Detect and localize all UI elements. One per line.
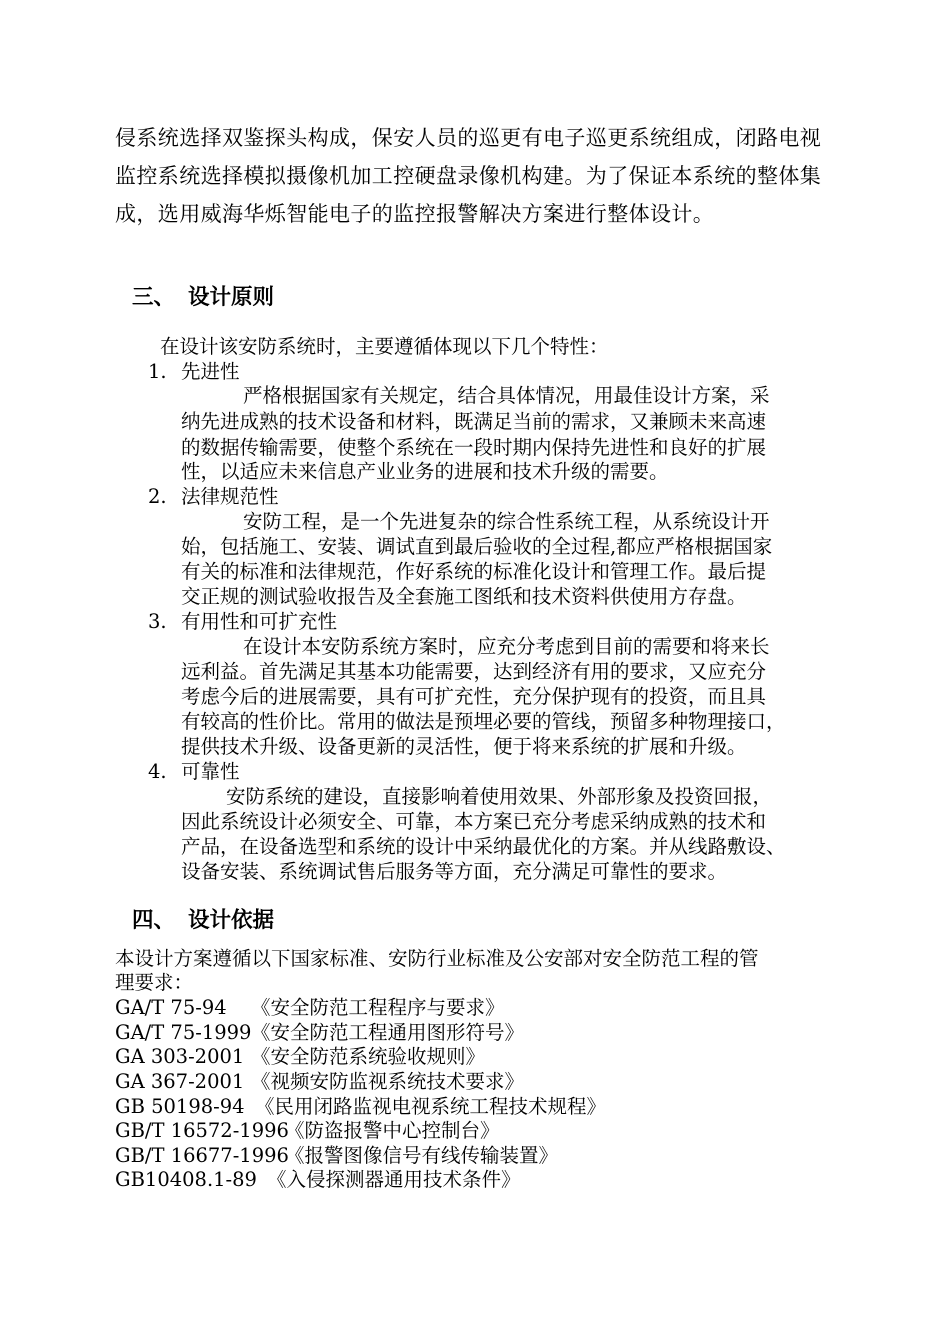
section-lead: 理要求： xyxy=(115,971,194,994)
section-number: 三、 xyxy=(132,285,176,310)
intro-line: 侵系统选择双鉴探头构成，保安人员的巡更有电子巡更系统组成，闭路电视 xyxy=(115,126,822,150)
list-item-heading xyxy=(148,360,240,384)
standard-code: GB10408.1-89 xyxy=(115,1168,257,1191)
list-number: 4. xyxy=(148,760,167,783)
paragraph-line: 产品，在设备选型和系统的设计中采纳最优化的方案。并从线路敷设、 xyxy=(181,835,786,858)
paragraph-line: 性，以适应未来信息产业业务的进展和技术升级的需要。 xyxy=(181,460,669,483)
paragraph-line: 安防工程，是一个先进复杂的综合性系统工程，从系统设计开 xyxy=(243,510,770,533)
standard-name: 《入侵探测器通用技术条件》 xyxy=(267,1168,521,1191)
standard-code: GB/T 16677-1996 xyxy=(115,1144,289,1167)
section-title: 设计原则 xyxy=(188,285,275,310)
list-item-heading xyxy=(148,760,240,784)
paragraph-line: 提供技术升级、设备更新的灵活性，便于将来系统的扩展和升级。 xyxy=(181,735,747,758)
paragraph-line: 远利益。首先满足其基本功能需要，达到经济有用的要求，又应充分 xyxy=(181,660,767,683)
standard-item xyxy=(115,1119,500,1143)
paragraph-line: 设备安装、系统调试售后服务等方面，充分满足可靠性的要求。 xyxy=(181,860,728,883)
paragraph-line: 严格根据国家有关规定，结合具体情况，用最佳设计方案，采 xyxy=(243,384,770,407)
standard-name: 《防盗报警中心控制台》 xyxy=(285,1119,500,1142)
paragraph-line: 的数据传输需要，使整个系统在一段时期内保持先进性和良好的扩展 xyxy=(181,436,767,459)
section-number: 四、 xyxy=(132,908,176,933)
standard-item xyxy=(115,1070,524,1094)
paragraph-line: 交正规的测试验收报告及全套施工图纸和技术资料供使用方存盘。 xyxy=(181,585,747,608)
section-lead: 本设计方案遵循以下国家标准、安防行业标准及公安部对安全防范工程的管 xyxy=(115,947,759,970)
intro-line: 成，选用威海华烁智能电子的监控报警解决方案进行整体设计。 xyxy=(115,202,715,226)
paragraph-line: 在设计本安防系统方案时，应充分考虑到目前的需要和将来长 xyxy=(243,635,770,658)
intro-line: 监控系统选择模拟摄像机加工控硬盘录像机构建。为了保证本系统的整体集 xyxy=(115,164,822,188)
list-number: 3. xyxy=(148,610,167,633)
standard-code: GB 50198-94 xyxy=(115,1095,245,1118)
standard-item xyxy=(115,1021,524,1045)
standard-code: GA/T 75-1999 xyxy=(115,1021,252,1044)
standard-name: 《安全防范系统验收规则》 xyxy=(251,1045,486,1068)
standard-name: 《安全防范工程程序与要求》 xyxy=(251,996,505,1019)
paragraph-line: 有较高的性价比。常用的做法是预埋必要的管线，预留多种物理接口， xyxy=(181,710,786,733)
section-heading-4 xyxy=(132,907,274,935)
paragraph-line: 安防系统的建设，直接影响着使用效果、外部形象及投资回报， xyxy=(226,785,773,808)
standard-item xyxy=(115,1168,521,1192)
section-lead: 在设计该安防系统时，主要遵循体现以下几个特性： xyxy=(160,335,609,358)
standard-code: GA 303-2001 xyxy=(115,1045,245,1068)
standard-name: 《安全防范工程通用图形符号》 xyxy=(251,1021,525,1044)
standard-item xyxy=(115,1045,485,1069)
list-item-heading xyxy=(148,485,279,509)
paragraph-line: 纳先进成熟的技术设备和材料，既满足当前的需求，又兼顾未来高速 xyxy=(181,410,767,433)
paragraph-line: 考虑今后的进展需要，具有可扩充性，充分保护现有的投资，而且具 xyxy=(181,685,767,708)
standard-item xyxy=(115,1144,558,1168)
standard-name: 《视频安防监视系统技术要求》 xyxy=(251,1070,525,1093)
list-number: 2. xyxy=(148,485,167,508)
section-heading-3 xyxy=(132,284,274,312)
list-title: 可靠性 xyxy=(181,760,240,783)
standard-code: GB/T 16572-1996 xyxy=(115,1119,289,1142)
standard-name: 《民用闭路监视电视系统工程技术规程》 xyxy=(255,1095,607,1118)
list-title: 先进性 xyxy=(181,360,240,383)
standard-code: GA/T 75-94 xyxy=(115,996,227,1019)
paragraph-line: 有关的标准和法律规范，作好系统的标准化设计和管理工作。最后提 xyxy=(181,560,767,583)
paragraph-line: 因此系统设计必须安全、可靠，本方案已充分考虑采纳成熟的技术和 xyxy=(181,810,767,833)
section-title: 设计依据 xyxy=(188,908,275,933)
list-title: 法律规范性 xyxy=(181,485,279,508)
standard-item xyxy=(115,1095,606,1119)
list-item-heading xyxy=(148,610,337,634)
list-title: 有用性和可扩充性 xyxy=(181,610,338,633)
standard-item xyxy=(115,996,505,1020)
paragraph-line: 始，包括施工、安装、调试直到最后验收的全过程,都应严格根据国家 xyxy=(181,535,773,558)
list-number: 1. xyxy=(148,360,167,383)
standard-name: 《报警图像信号有线传输装置》 xyxy=(285,1144,559,1167)
standard-code: GA 367-2001 xyxy=(115,1070,245,1093)
